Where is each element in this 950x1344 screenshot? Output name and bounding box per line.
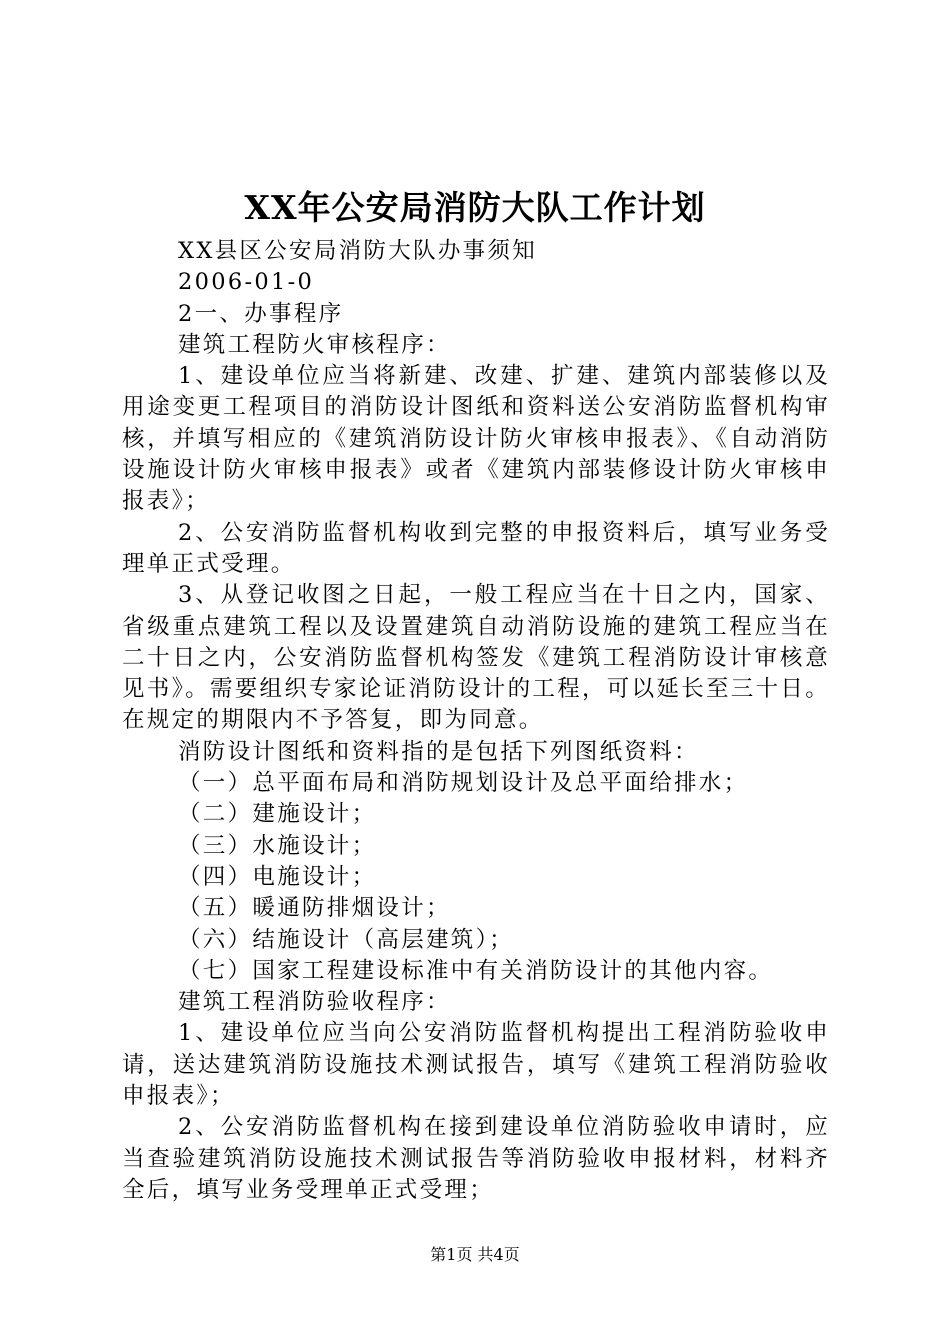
paragraph: 2、公安消防监督机构收到完整的申报资料后，填写业务受理单正式受理。	[122, 519, 830, 577]
paragraph: （六）结施设计（高层建筑）；	[178, 926, 514, 953]
paragraph: 2006-01-0	[178, 269, 315, 296]
paragraph: （四）电施设计；	[178, 863, 377, 890]
paragraph: 建筑工程消防验收程序：	[178, 989, 451, 1016]
paragraph: 2一、办事程序	[178, 300, 344, 327]
paragraph: 1、建设单位应当向公安消防监督机构提出工程消防验收申请，送达建筑消防设施技术测试报告，填写《建筑工程消防验收申报表》；	[122, 1020, 830, 1110]
paragraph: （三）水施设计；	[178, 832, 377, 859]
paragraph: XX县区公安局消防大队办事须知	[178, 238, 538, 264]
document-body	[122, 236, 830, 1206]
page-footer: 第1页 共4页	[430, 1245, 520, 1264]
paragraph: 2、公安消防监督机构在接到建设单位消防验收申请时，应当查验建筑消防设施技术测试报告等消防验收申报材料，材料齐全后，填写业务受理单正式受理；	[122, 1114, 830, 1203]
paragraph: 建筑工程防火审核程序：	[178, 331, 451, 358]
document-title: XX年公安局消防大队工作计划	[244, 188, 706, 227]
paragraph: （二）建施设计；	[178, 801, 377, 828]
paragraph: 1、建设单位应当将新建、改建、扩建、建筑内部装修以及用途变更工程项目的消防设计图纸和资料送公安消防监督机构审核，并填写相应的《建筑消防设计防火审核申报表》、《自动消防设施设计防火审核申报表》或者《建筑内部装修设计防火审核申报表》；	[122, 363, 830, 515]
paragraph: 消防设计图纸和资料指的是包括下列图纸资料：	[178, 738, 699, 765]
paragraph: （一）总平面布局和消防规划设计及总平面给排水；	[178, 770, 749, 797]
paragraph: （五）暖通防排烟设计；	[178, 895, 451, 922]
paragraph: 3、从登记收图之日起，一般工程应当在十日之内，国家、省级重点建筑工程以及设置建筑自动消防设施的建筑工程应当在二十日之内，公安消防监督机构签发《建筑工程消防设计审核意见书》。需要组织专家论证消防设计的工程，可以延长至三十日。在规定的期限内不予答复，即为同意。	[122, 582, 830, 734]
paragraph: （七）国家工程建设标准中有关消防设计的其他内容。	[178, 957, 774, 984]
